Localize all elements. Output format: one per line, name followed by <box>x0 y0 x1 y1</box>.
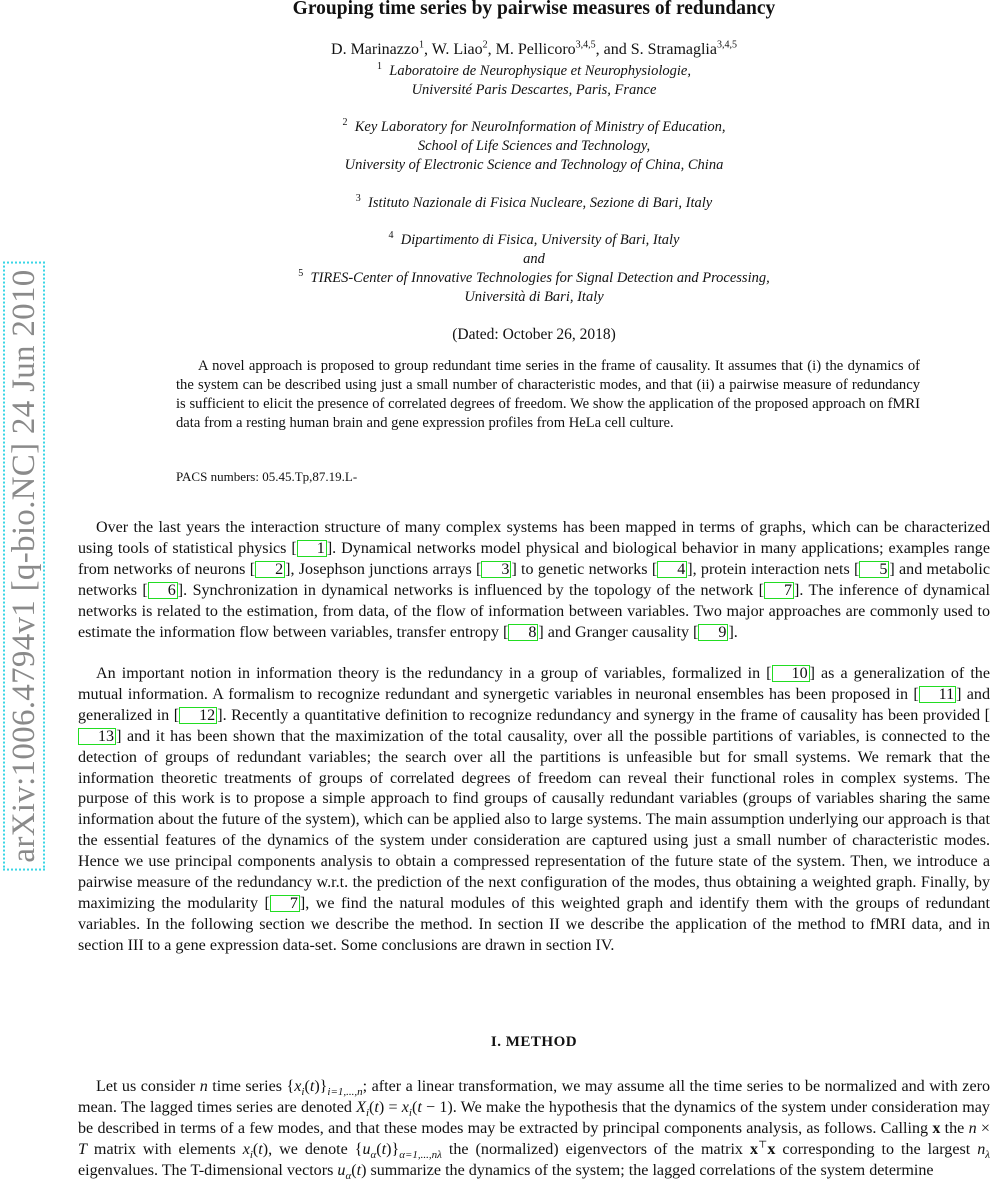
math-symbol: t <box>309 1078 315 1095</box>
citation: [ 3 ] <box>476 560 517 578</box>
affiliation-2: $^2$ Key Laboratory for NeuroInformation of Ministry of Education, School of Life Sciences and Technology, University of Electronic Science and Technology of China, China <box>342 117 726 173</box>
math-symbol: t <box>374 1098 379 1116</box>
math-bold-symbol: x <box>749 1140 758 1158</box>
method-paragraph-1: Let us consider n time series $\{x_i(t)\}_{i=1,...,n}$; after a linear transformation, we may assume all the time series to be normalized and with zero mean. The lagged times series are denoted $X_i(t) = x_i(t - 1)$. We make the hypothesis that the dynamics of the system under consideration may be described in terms of a few modes, and that these modes may be extracted by principal components analysis, as follows. Calling x the n × T matrix with elements $x_i(t)$, we denote $\{u_\alpha(t)\}_{\alpha=1,...,n\lambda}$ the (normalized) eigenvectors of the matrix x⊤x corresponding to the largest $n_\lambda$ eigenvalues. The T-dimensional vectors $u_\alpha(t)$ summarize the dynamics of the system; the lagged correlations of the system determine <box>78 1078 990 1182</box>
intro-paragraph-2: An important notion in information theory is the redundancy in a group of variables, formalized in [ 10 ] as a generalization of the mutual information. A formalism to recognize redundant and synergetic variables in neuronal ensembles has been proposed in [ 11 ] and generalized in [ 12 ]. Recently a quantitative definition to recognize redundancy and synergy in the frame of causality has been provided [13 ] and it has been shown that the maximization of the total causality, over all the possible partitions of variables, is connected to the detection of groups of redundant variables; the search over all the partitions is unfeasible but for small systems. We remark that the information theoretic treatments of groups of correlated degrees of freedom can reveal their functional roles in complex systems. The purpose of this work is to propose a simple approach to find groups of causally redundant variables (groups of variables sharing the same information about the future of the system), which can be applied also to large systems. The main assumption underlying our approach is that the essential features of the dynamics of the system under consideration are captured using just a small number of characteristic modes. Hence we use principal components analysis to obtain a compressed representation of the future state of the system. Then, we introduce a pairwise measure of the redundancy w.r.t. the prediction of the next configuration of the modes, thus obtaining a weighted graph. Finally, by maximizing the modularity [ 7 ], we find the natural modules of this weighted graph and identify them with the groups of redundant variables. In the following section we describe the method. In section II we describe the application of the method to fMRI data, and in section III to a gene expression data-set. Some conclusions are drawn in section IV. <box>78 665 990 954</box>
citation-link[interactable]: 10 <box>772 665 810 682</box>
math-symbol: t <box>356 1161 362 1179</box>
math-symbol: n <box>977 1140 986 1158</box>
citation-link[interactable]: 1 <box>297 540 327 557</box>
affiliation-4-5: $^4$ Dipartimento di Fisica, University of Bari, Italy and $^5$ TIRES-Center of Innovative Technologies for Signal Detection and Processing, Università di Bari, Italy <box>298 230 770 305</box>
math-symbol: u <box>362 1140 371 1158</box>
math-subscript: α=1,...,nλ <box>399 1148 442 1161</box>
citation-link[interactable]: 8 <box>508 624 538 641</box>
citation-link[interactable]: 7 <box>270 895 300 912</box>
citation: [ 12 ] <box>173 706 223 724</box>
math-symbol: n <box>199 1078 208 1095</box>
affiliation-1: $^1$ Laboratoire de Neurophysique et Neurophysiologie, Université Paris Descartes, Paris, France <box>377 61 691 98</box>
citation: [ 6 ] <box>142 581 184 599</box>
citation-link[interactable]: 2 <box>255 561 285 578</box>
citation-link[interactable]: 7 <box>764 582 794 599</box>
math-symbol: x <box>242 1140 250 1158</box>
citation-link[interactable]: 11 <box>919 686 957 703</box>
citation: [ 8 ] <box>503 623 544 641</box>
citation-link[interactable]: 6 <box>148 582 178 599</box>
math-symbol: t <box>417 1098 422 1116</box>
math-symbol: u <box>337 1161 346 1179</box>
citation-link[interactable]: 4 <box>657 561 687 578</box>
abstract: A novel approach is proposed to group redundant time series in the frame of causality. It assumes that (i) the dynamics of the system can be described using just a small number of characteristic modes, and that (ii) a pairwise measure of redundancy is sufficient to elicit the presence of correlated degrees of freedom. We show the application of the proposed approach on fMRI data from a resting human brain and gene expression profiles from HeLa cell culture. <box>176 358 920 431</box>
citation-link[interactable]: 3 <box>481 561 511 578</box>
intro-paragraph-1: Over the last years the interaction structure of many complex systems has been mapped in terms of graphs, which can be characterized using tools of statistical physics [ 1 ]. Dynamical networks model physical and biological behavior in many applications; examples range from networks of neurons [ 2 ], Josephson junctions arrays [ 3 ] to genetic networks [ 4 ], protein interaction nets [ 5 ] and metabolic networks [ 6 ]. Synchronization in dynamical networks is influenced by the topology of the network [ 7 ]. The inference of dynamical networks is related to the estimation, from data, of the flow of information between variables. Two major approaches are commonly used to estimate the information flow between variables, transfer entropy [ 8 ] and Granger causality [ 9 ]. <box>78 519 990 641</box>
math-superscript: ⊤ <box>758 1139 768 1151</box>
citation: [ 4 ] <box>651 560 693 578</box>
citation-link[interactable]: 9 <box>698 624 728 641</box>
citation: [13 ] <box>78 707 990 745</box>
arxiv-sidebar <box>0 236 48 896</box>
section-heading: I. METHOD <box>490 1034 578 1050</box>
math-bold-symbol: x <box>767 1140 776 1158</box>
math-subscript: α <box>345 1169 352 1182</box>
math-bold-symbol: x <box>932 1119 941 1137</box>
math-subscript: i=1,...,n <box>327 1086 363 1099</box>
citation: [ 5 ] <box>854 560 895 578</box>
citation-link[interactable]: 5 <box>859 561 889 578</box>
math-symbol: n <box>968 1119 977 1137</box>
math-symbol: X <box>356 1098 366 1116</box>
math-symbol: t <box>258 1140 263 1158</box>
math-subscript: λ <box>985 1148 990 1161</box>
math-subscript: i <box>408 1107 412 1120</box>
math-symbol: t <box>381 1140 387 1158</box>
citation-link[interactable]: 13 <box>78 728 116 745</box>
citation: [ 11 ] <box>913 685 962 703</box>
math-subscript: i <box>249 1148 253 1161</box>
pacs-numbers: PACS numbers: 05.45.Tp,87.19.L- <box>176 469 358 484</box>
author: W. Liao$^2$, <box>431 39 496 58</box>
math-symbol: x <box>401 1098 409 1116</box>
paper-title: Grouping time series by pairwise measures of redundancy <box>292 0 776 19</box>
citation: [ 10 ] <box>766 665 815 682</box>
math-symbol: x <box>294 1078 302 1095</box>
author: M. Pellicoro$^{3,4,5}$, and <box>495 39 631 58</box>
author-list <box>78 40 990 60</box>
math-subscript: i <box>365 1107 370 1120</box>
citation: [ 7 ] <box>264 894 306 912</box>
dated-line: (Dated: October 26, 2018) <box>452 326 616 343</box>
citation: [ 2 ] <box>249 560 291 578</box>
arxiv-identifier: arXiv:1006.4794v1 [q-bio.NC] 24 Jun 2010 <box>3 261 45 870</box>
author: S. Stramaglia$^{3,4,5}$ <box>630 39 737 58</box>
citation: [ 1 ] <box>291 539 333 557</box>
author: D. Marinazzo$^1$, <box>331 39 432 58</box>
affiliation-3: $^3$ Istituto Nazionale di Fisica Nucleare, Sezione di Bari, Italy <box>355 193 713 211</box>
math-subscript: α <box>370 1148 377 1161</box>
math-subscript: i <box>301 1086 305 1099</box>
citation: [ 7 ] <box>758 581 800 599</box>
citation-link[interactable]: 12 <box>179 707 217 724</box>
math-symbol: T <box>78 1140 87 1158</box>
citation: [ 9 ] <box>693 623 734 641</box>
